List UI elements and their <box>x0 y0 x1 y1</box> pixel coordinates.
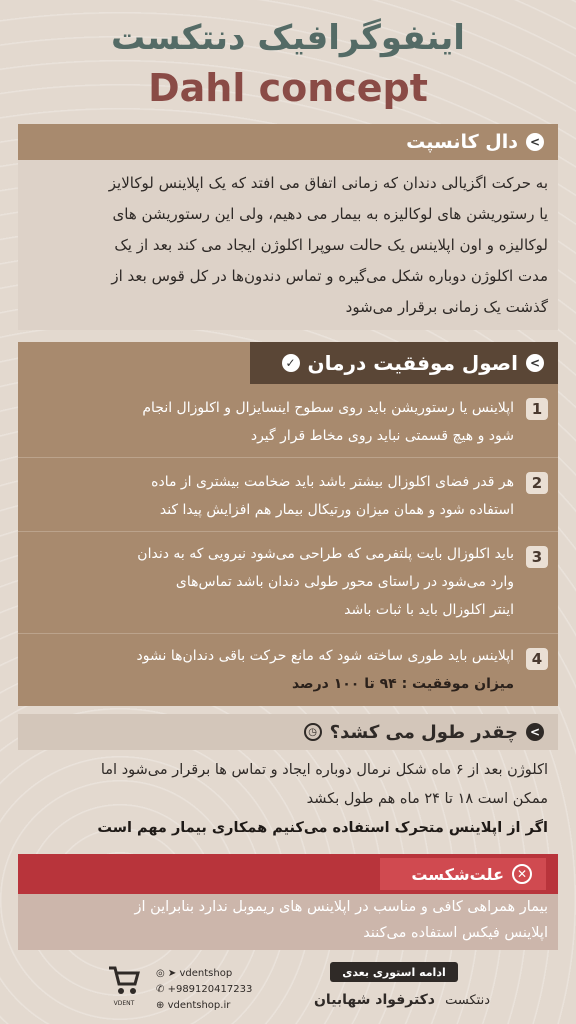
chevron-left-icon: < <box>526 723 544 741</box>
brand-logo <box>104 964 144 1012</box>
body-line: اپلاینس فیکس استفاده می‌کنند <box>363 925 548 941</box>
item-number: 4 <box>526 648 548 670</box>
section-body <box>28 894 548 946</box>
footer <box>0 958 576 1024</box>
item-line: اینتر اکلوزال باید با ثبات باشد <box>344 602 514 618</box>
phone-number[interactable]: +989120417233 <box>167 984 253 995</box>
list-item <box>18 386 558 458</box>
cart-logo-icon <box>107 964 141 996</box>
check-circle-icon: ✓ <box>282 354 300 372</box>
author-name: دکترفواد شهابیان <box>313 992 435 1008</box>
body-line: گذشت یک زمانی برقرار می‌شود <box>345 298 548 316</box>
instagram-handle[interactable]: vdentshop <box>179 968 233 979</box>
item-line: وارد می‌شود در راستای محور طولی دندان باشد تماس‌های <box>175 574 514 590</box>
chevron-left-icon: < <box>526 133 544 151</box>
item-line: باید اکلوزال بایت پلتفرمی که طراحی می‌شود نیرویی که به دندان <box>137 546 514 562</box>
section-title: دال کانسپت <box>406 131 518 153</box>
website-link[interactable]: vdentshop.ir <box>167 1000 231 1011</box>
section-header-dahl <box>18 124 558 160</box>
list-item <box>18 636 558 706</box>
author-line <box>290 992 490 1008</box>
phone-icon: ✆ <box>156 984 165 995</box>
brand-small: دنتکست <box>445 993 490 1008</box>
section-title: اصول موفقیت درمان <box>307 351 518 375</box>
instagram-icon: ◎ <box>156 968 165 979</box>
body-line: بیمار همراهی کافی و مناسب در اپلاینس های ریموبل ندارد بنابراین از <box>134 899 548 915</box>
section-header-duration <box>18 714 558 750</box>
section-body <box>28 756 548 843</box>
body-line: اگر از اپلاینس متحرک استفاده می‌کنیم همکاری بیمار مهم است <box>97 820 548 836</box>
contact-list <box>156 966 276 1014</box>
next-story-badge[interactable]: ادامه استوری بعدی <box>330 962 458 982</box>
body-line: اکلوژن بعد از ۶ ماه شکل نرمال دوباره ایجاد و تماس ها برقرار می‌شود اما <box>100 762 548 778</box>
section-header-principles <box>250 342 558 384</box>
section-title: علت‌شکست <box>411 864 504 884</box>
item-line: استفاده شود و همان میزان ورتیکال بیمار هم افزایش پیدا کند <box>159 502 514 518</box>
body-line: یا رستوریشن های لوکالیزه به بیمار می دهیم، ولی این رستوریشن های <box>112 205 548 223</box>
clock-icon: ◷ <box>304 723 322 741</box>
body-line: به حرکت اگزیالی دندان که زمانی اتفاق می افتد که یک اپلاینس لوکالایز <box>108 174 548 192</box>
logo-caption: VDENT <box>113 1000 135 1007</box>
telegram-icon: ➤ <box>167 968 177 979</box>
item-number: 1 <box>526 398 548 420</box>
item-line: اپلاینس باید طوری ساخته شود که مانع حرکت باقی دندان‌ها نشود <box>136 648 514 664</box>
item-line: شود و هیچ قسمتی نباید روی مخاط قرار گیرد <box>250 428 514 444</box>
page-title-en: Dahl concept <box>148 66 428 110</box>
item-number: 3 <box>526 546 548 568</box>
globe-icon: ⊕ <box>156 1000 165 1011</box>
item-number: 2 <box>526 472 548 494</box>
body-line: ممکن است ۱۸ تا ۲۴ ماه هم طول بکشد <box>306 791 548 807</box>
section-header-failure <box>380 858 546 890</box>
item-line: هر قدر فضای اکلوزال بیشتر باشد باید ضخامت بیشتری از ماده <box>151 474 514 490</box>
chevron-left-icon: < <box>526 354 544 372</box>
list-item <box>18 534 558 634</box>
section-title: چقدر طول می کشد؟ <box>329 721 518 743</box>
success-rate: میزان موفقیت : ۹۴ تا ۱۰۰ درصد <box>291 676 514 692</box>
close-circle-icon: ✕ <box>512 864 532 884</box>
section-body <box>28 168 548 323</box>
item-line: اپلاینس یا رستوریشن باید روی سطوح اینسایزال و اکلوزال انجام <box>142 400 514 416</box>
list-item <box>18 460 558 532</box>
body-line: لوکالیزه و اون اپلاینس یک حالت سوپرا اکلوژن ایجاد می کند بعد از یک <box>114 236 548 254</box>
body-line: مدت اکلوژن دوباره شکل می‌گیره و تماس دندون‌ها در کل قوس بعد از <box>111 267 548 285</box>
page-title-fa: اینفوگرافیک دنتکست <box>111 18 465 58</box>
